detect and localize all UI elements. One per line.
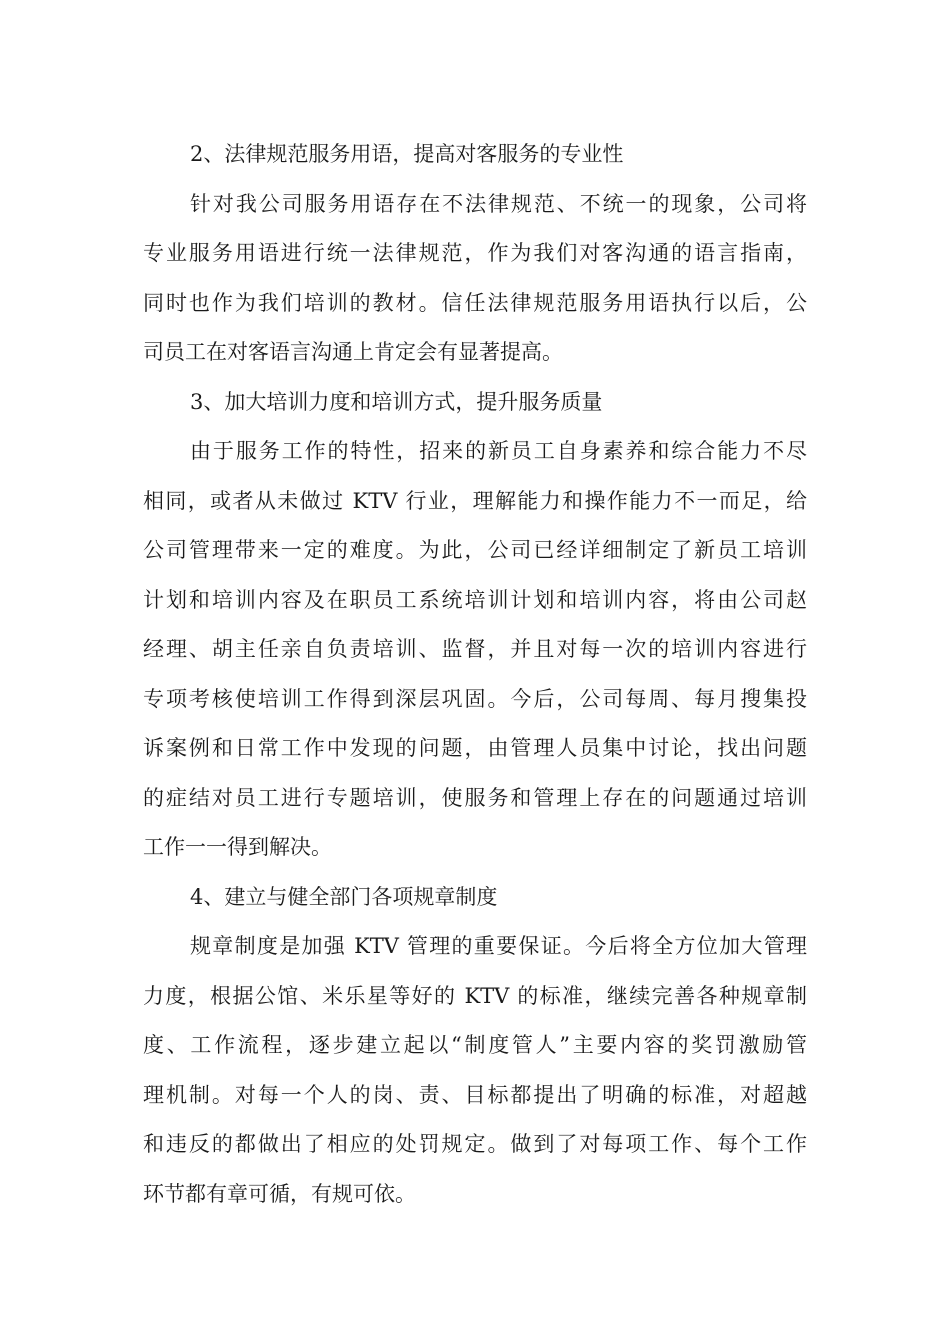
paragraph-line: 计划和培训内容及在职员工系统培训计划和培训内容，将由公司赵 — [143, 587, 807, 612]
paragraph-line: 公司管理带来一定的难度。为此，公司已经详细制定了新员工培训 — [143, 538, 807, 562]
paragraph-line: 工作一一得到解决。 — [143, 835, 332, 859]
paragraph-line: 相同，或者从未做过 KTV 行业，理解能力和操作能力不一而足，给 — [143, 488, 807, 513]
paragraph-line: 同时也作为我们培训的教材。信任法律规范服务用语执行以后，公 — [143, 290, 807, 315]
paragraph-line: 规章制度是加强 KTV 管理的重要保证。今后将全方位加大管理 — [190, 934, 807, 958]
paragraph-line: 力度，根据公馆、米乐星等好的 KTV 的标准，继续完善各种规章制 — [143, 983, 807, 1008]
document-body — [143, 130, 807, 1219]
section-heading: 2、法律规范服务用语，提高对客服务的专业性 — [190, 142, 624, 166]
paragraph-line: 度、工作流程，逐步建立起以“制度管人”主要内容的奖罚激励管 — [143, 1033, 807, 1057]
paragraph-line: 专业服务用语进行统一法律规范，作为我们对客沟通的语言指南， — [143, 241, 807, 265]
paragraph-line: 和违反的都做出了相应的处罚规定。做到了对每项工作、每个工作 — [143, 1132, 807, 1156]
paragraph-line: 专项考核使培训工作得到深层巩固。今后，公司每周、每月搜集投 — [143, 686, 807, 711]
section-heading: 4、建立与健全部门各项规章制度 — [190, 884, 498, 909]
section-heading: 3、加大培训力度和培训方式，提升服务质量 — [190, 389, 603, 414]
paragraph-line: 的症结对员工进行专题培训，使服务和管理上存在的问题通过培训 — [143, 785, 807, 810]
paragraph-line: 司员工在对客语言沟通上肯定会有显著提高。 — [143, 340, 563, 364]
paragraph-line: 诉案例和日常工作中发现的问题，由管理人员集中讨论，找出问题 — [143, 736, 807, 760]
paragraph-line: 针对我公司服务用语存在不法律规范、不统一的现象，公司将 — [190, 191, 807, 216]
paragraph-line: 经理、胡主任亲自负责培训、监督，并且对每一次的培训内容进行 — [143, 637, 807, 661]
paragraph-line: 理机制。对每一个人的岗、责、目标都提出了明确的标准，对超越 — [143, 1082, 807, 1107]
paragraph-line: 由于服务工作的特性，招来的新员工自身素养和综合能力不尽 — [190, 439, 807, 463]
paragraph-line: 环节都有章可循，有规可依。 — [143, 1181, 416, 1206]
